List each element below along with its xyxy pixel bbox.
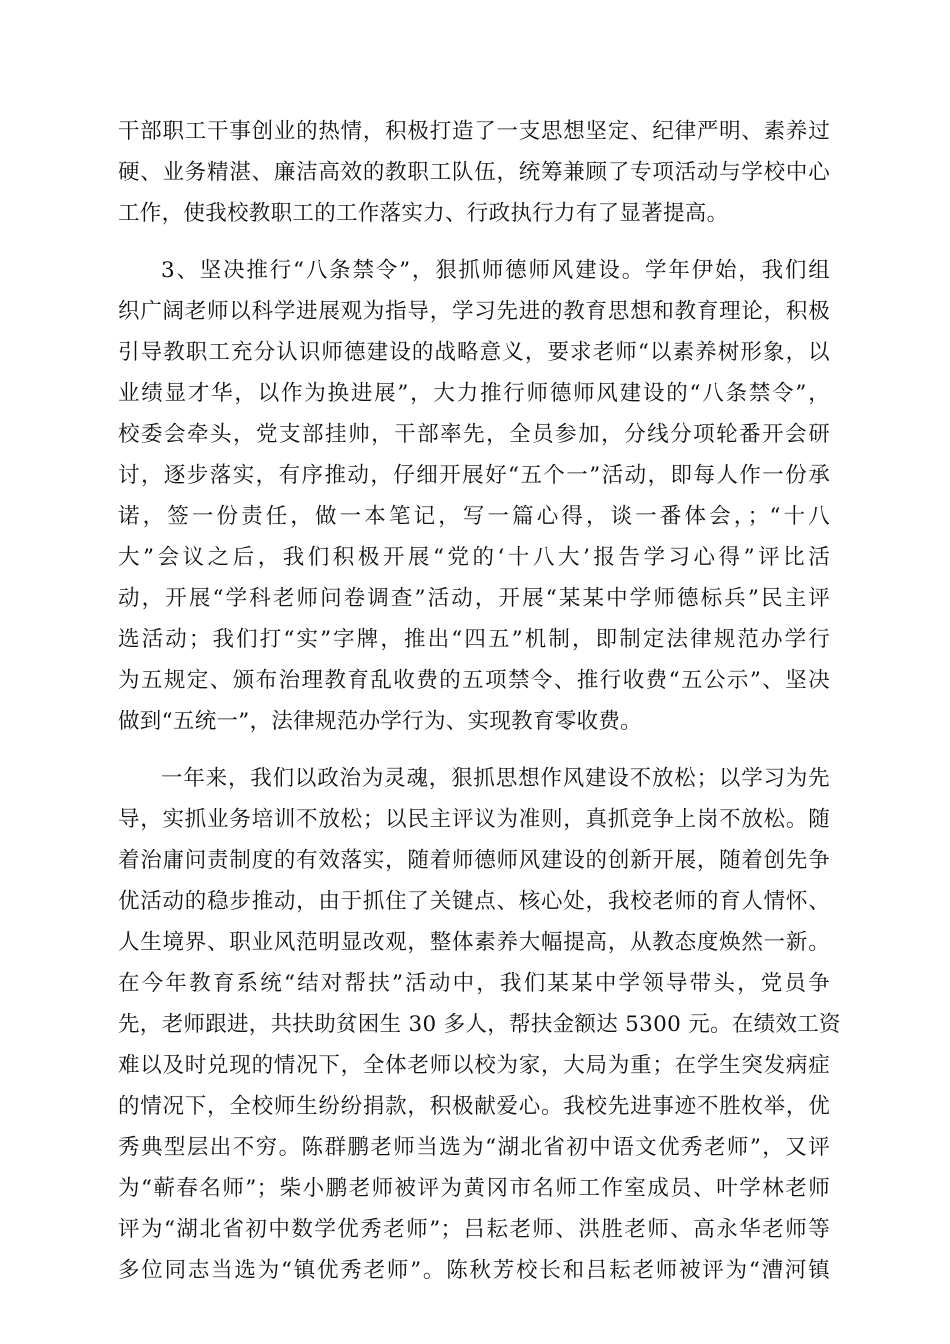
paragraph-2-line-11: 为五规定、颁布治理教育乱收费的五项禁令、推行收费“五公示”、坚决 [118,668,830,693]
paragraph-3-line-9: 的情况下，全校师生纷纷捐款，积极献爱心。我校先进事迹不胜枚举，优 [118,1094,830,1119]
paragraph-1-line-2: 硬、业务精湛、廉洁高效的教职工队伍，统筹兼顾了专项活动与学校中心 [118,160,830,185]
paragraph-2-line-9: 动，开展“学科老师问卷调查”活动，开展“某某中学师德标兵”民主评 [118,586,830,611]
paragraph-3-line-8: 难以及时兑现的情况下，全体老师以校为家，大局为重；在学生突发病症 [118,1053,830,1078]
paragraph-1-line-3: 工作，使我校教职工的工作落实力、行政执行力有了显著提高。 [118,201,729,226]
paragraph-3-line-6: 在今年教育系统“结对帮扶”活动中，我们某某中学领导带头，党员争 [118,971,830,996]
paragraph-3-line-11: 为“蕲春名师”；柴小鹏老师被评为黄冈市名师工作室成员、叶学林老师 [118,1176,830,1201]
paragraph-3-line-5: 人生境界、职业风范明显改观，整体素养大幅提高，从教态度焕然一新。 [118,930,830,955]
paragraph-2-line-5: 校委会牵头，党支部挂帅，干部率先，全员参加，分线分项轮番开会研 [118,422,830,447]
paragraph-3-line-10: 秀典型层出不穷。陈群鹏老师当选为“湖北省初中语文优秀老师”，又评 [118,1135,830,1160]
paragraph-2-line-6: 讨，逐步落实，有序推动，仔细开展好“五个一”活动，即每人作一份承 [118,463,830,488]
paragraph-1-line-1: 干部职工干事创业的热情，积极打造了一支思想坚定、纪律严明、素养过 [118,119,830,144]
paragraph-2-line-10: 选活动；我们打“实”字牌，推出“四五”机制，即制定法律规范办学行 [118,627,830,652]
paragraph-2-line-3: 引导教职工充分认识师德建设的战略意义，要求老师“以素养树形象，以 [118,340,830,365]
paragraph-3-line-1: 一年来，我们以政治为灵魂，狠抓思想作风建设不放松；以学习为先 [161,766,830,791]
paragraph-2-line-7: 诺，签一份责任，做一本笔记，写一篇心得，谈一番体会，；“十八 [118,504,830,529]
paragraph-3-line-7: 先，老师跟进，共扶助贫困生 30 多人，帮扶金额达 5300 元。在绩效工资 [118,1012,841,1037]
paragraph-2-line-1: 3、坚决推行“八条禁令”，狠抓师德师风建设。学年伊始，我们组 [161,258,830,283]
paragraph-3-line-13: 多位同志当选为“镇优秀老师”。陈秋芳校长和吕耘老师被评为“漕河镇 [118,1258,830,1283]
paragraph-3-line-3: 着治庸问责制度的有效落实，随着师德师风建设的创新开展，随着创先争 [118,848,830,873]
paragraph-2-line-4: 业绩显才华，以作为换进展”，大力推行师德师风建设的“八条禁令”， [118,381,830,406]
paragraph-3-line-12: 评为“湖北省初中数学优秀老师”；吕耘老师、洪胜老师、高永华老师等 [118,1217,830,1242]
paragraph-2-line-2: 织广阔老师以科学进展观为指导，学习先进的教育思想和教育理论，积极 [118,299,830,324]
paragraph-3-line-2: 导，实抓业务培训不放松；以民主评议为准则，真抓竞争上岗不放松。随 [118,807,830,832]
paragraph-2-line-8: 大”会议之后，我们积极开展“党的‘十八大’报告学习心得”评比活 [118,545,830,570]
paragraph-3-line-4: 优活动的稳步推动，由于抓住了关键点、核心处，我校老师的育人情怀、 [118,889,830,914]
paragraph-2-line-12: 做到“五统一”，法律规范办学行为、实现教育零收费。 [118,709,642,734]
